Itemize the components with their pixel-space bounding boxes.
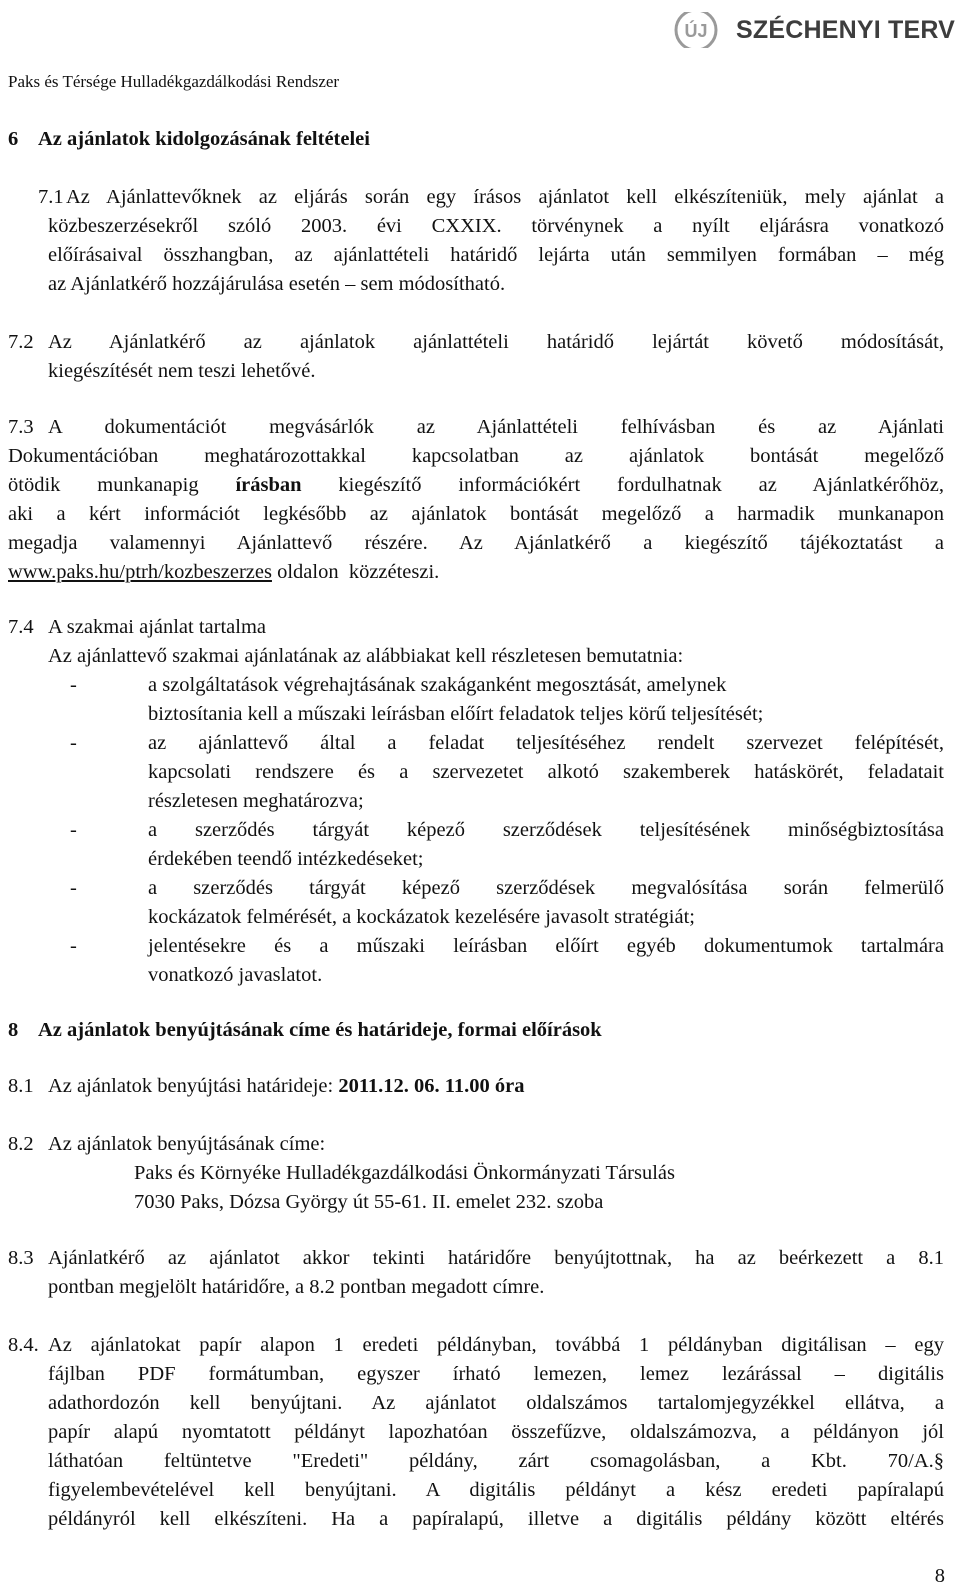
para-7-3-line: megadja valamennyi Ajánlattevő részére. Az Ajánlatkérő a kiegészítő tájékoztatást a bbox=[8, 532, 944, 554]
para-7-3-line: A dokumentációt megvásárlók az Ajánlattételi felhívásban és az Ajánlati bbox=[48, 416, 944, 438]
para-8-4-line: fájlban PDF formátumban, egyszer írható lemezen, lemez lezárással – digitális bbox=[48, 1363, 944, 1385]
para-7-1-line: Az Ajánlattevőknek az eljárás során egy írásos ajánlatot kell elkészíteniük, mely ajánlat a bbox=[66, 186, 944, 208]
bullet-4-line: a szerződés tárgyát képező szerződések megvalósítása során felmerülő bbox=[148, 877, 944, 899]
para-7-1-number: 7.1 bbox=[38, 186, 64, 208]
para-7-3-line6-post: oldalon közzéteszi. bbox=[271, 561, 440, 583]
bullet-5-line: vonatkozó javaslatot. bbox=[148, 964, 323, 986]
section-6-number: 6 bbox=[8, 128, 19, 150]
para-7-1-line: közbeszerzésekről szóló 2003. évi CXXIX. törvénynek a nyílt eljárásra vonatkozó bbox=[48, 215, 944, 237]
para-7-3-line3-pre: ötödik munkanapig bbox=[8, 474, 199, 496]
kozbeszerzes-link[interactable]: www.paks.hu/ptrh/kozbeszerzes bbox=[8, 561, 272, 583]
para-8-1-text: Az ajánlatok benyújtási határideje: bbox=[48, 1075, 334, 1097]
para-8-3-number: 8.3 bbox=[8, 1247, 34, 1269]
para-7-4-intro: Az ajánlattevő szakmai ajánlatának az alábbiakat kell részletesen bemutatnia: bbox=[48, 645, 684, 667]
bullet-1-line: a szolgáltatások végrehajtásának szakáganként megosztását, amelynek bbox=[148, 674, 727, 696]
para-8-2-text: Az ajánlatok benyújtásának címe: bbox=[48, 1133, 326, 1155]
para-8-4-line: figyelembevételével kell benyújtani. A digitális példányt a kész eredeti papíralapú bbox=[48, 1479, 944, 1501]
bullet-2-line: részletesen meghatározva; bbox=[148, 790, 364, 812]
szechenyi-terv-logo bbox=[666, 4, 956, 48]
para-7-3-line-mixed bbox=[8, 471, 944, 500]
bullet-dash: - bbox=[70, 732, 77, 754]
para-7-1-line: az Ajánlatkérő hozzájárulása esetén – sem módosítható. bbox=[48, 273, 506, 295]
page-number: 8 bbox=[934, 1565, 945, 1587]
section-6-title: Az ajánlatok kidolgozásának feltételei bbox=[38, 128, 370, 150]
bullet-dash: - bbox=[70, 935, 77, 957]
bullet-dash: - bbox=[70, 674, 77, 696]
bullet-dash: - bbox=[70, 877, 77, 899]
para-7-3-line: Dokumentációban meghatározottakkal kapcsolatban az ajánlatok bontását megelőző bbox=[8, 445, 944, 467]
bullet-2-line: az ajánlattevő által a feladat teljesítéséhez rendelt szervezet felépítését, bbox=[148, 732, 944, 754]
bullet-1-line: biztosítania kell a műszaki leírásban előírt feladatok teljes körű teljesítését; bbox=[148, 703, 764, 725]
para-7-3-number: 7.3 bbox=[8, 416, 34, 438]
uj-badge-icon bbox=[666, 4, 726, 48]
logo-text: SZÉCHENYI TERV bbox=[736, 16, 956, 44]
bullet-4-line: kockázatok felmérését, a kockázatok kezelésére javasolt stratégiát; bbox=[148, 906, 695, 928]
bullet-dash: - bbox=[70, 819, 77, 841]
para-7-3-line3-post: kiegészítő információkért fordulhatnak az Ajánlatkérőhöz, bbox=[338, 474, 945, 496]
para-8-4-line: adathordozón kell benyújtani. Az ajánlatot oldalszámos tartalomjegyzékkel ellátva, a bbox=[48, 1392, 944, 1414]
para-7-2-line: kiegészítését nem teszi lehetővé. bbox=[48, 360, 316, 382]
bullet-3-line: érdekében teendő intézkedéseket; bbox=[148, 848, 424, 870]
address-line-2: 7030 Paks, Dózsa György út 55-61. II. emelet 232. szoba bbox=[134, 1191, 604, 1213]
para-8-1-number: 8.1 bbox=[8, 1075, 34, 1097]
bullet-5-line: jelentésekre és a műszaki leírásban előírt egyéb dokumentumok tartalmára bbox=[148, 935, 944, 957]
bullet-2-line: kapcsolati rendszere és a szervezetet alkotó szakemberek hatáskörét, feladatait bbox=[148, 761, 944, 783]
section-8-number: 8 bbox=[8, 1019, 19, 1041]
para-8-4-line: példányról kell elkészíteni. Ha a papíralapú, illetve a digitális példány között eltérés bbox=[48, 1508, 944, 1530]
para-7-1-line: előírásaival összhangban, az ajánlattételi határidő lejárta után semmilyen formában – még bbox=[48, 244, 944, 266]
para-7-2-number: 7.2 bbox=[8, 331, 34, 353]
section-8-title: Az ajánlatok benyújtásának címe és határideje, formai előírások bbox=[38, 1019, 602, 1041]
para-8-4-line: Az ajánlatokat papír alapon 1 eredeti példányban, továbbá 1 példányban digitálisan – egy bbox=[48, 1334, 944, 1356]
para-7-2-line: Az Ajánlatkérő az ajánlatok ajánlattételi határidő lejártát követő módosítását, bbox=[48, 331, 944, 353]
para-8-3-line: Ajánlatkérő az ajánlatot akkor tekinti határidőre benyújtottnak, ha az beérkezett a 8.1 bbox=[48, 1247, 944, 1269]
running-header: Paks és Térsége Hulladékgazdálkodási Rendszer bbox=[8, 72, 340, 91]
svg-text:ÚJ: ÚJ bbox=[684, 21, 708, 41]
bullet-3-line: a szerződés tárgyát képező szerződések teljesítésének minőségbiztosítása bbox=[148, 819, 944, 841]
para-7-4-title: A szakmai ajánlat tartalma bbox=[48, 616, 267, 638]
address-line-1: Paks és Környéke Hulladékgazdálkodási Önkormányzati Társulás bbox=[134, 1162, 676, 1184]
para-7-3-line: aki a kért információt legkésőbb az ajánlatok bontását megelőző a harmadik munkanapon bbox=[8, 503, 944, 525]
para-8-4-number: 8.4. bbox=[8, 1334, 39, 1356]
para-8-4-line: láthatóan feltüntetve "Eredeti" példány, zárt csomagolásban, a Kbt. 70/A.§ bbox=[48, 1450, 944, 1472]
bold-word-irasban: írásban bbox=[235, 474, 302, 496]
para-8-2-number: 8.2 bbox=[8, 1133, 34, 1155]
submission-deadline: 2011.12. 06. 11.00 óra bbox=[338, 1075, 525, 1097]
para-8-1-line bbox=[48, 1072, 525, 1101]
para-7-4-number: 7.4 bbox=[8, 616, 34, 638]
para-7-3-line bbox=[8, 558, 439, 587]
para-8-4-line: papír alapú nyomtatott példányt lapozhatóan összefűzve, oldalszámozva, a példányon jól bbox=[48, 1421, 944, 1443]
para-8-3-line: pontban megjelölt határidőre, a 8.2 pontban megadott címre. bbox=[48, 1276, 545, 1298]
